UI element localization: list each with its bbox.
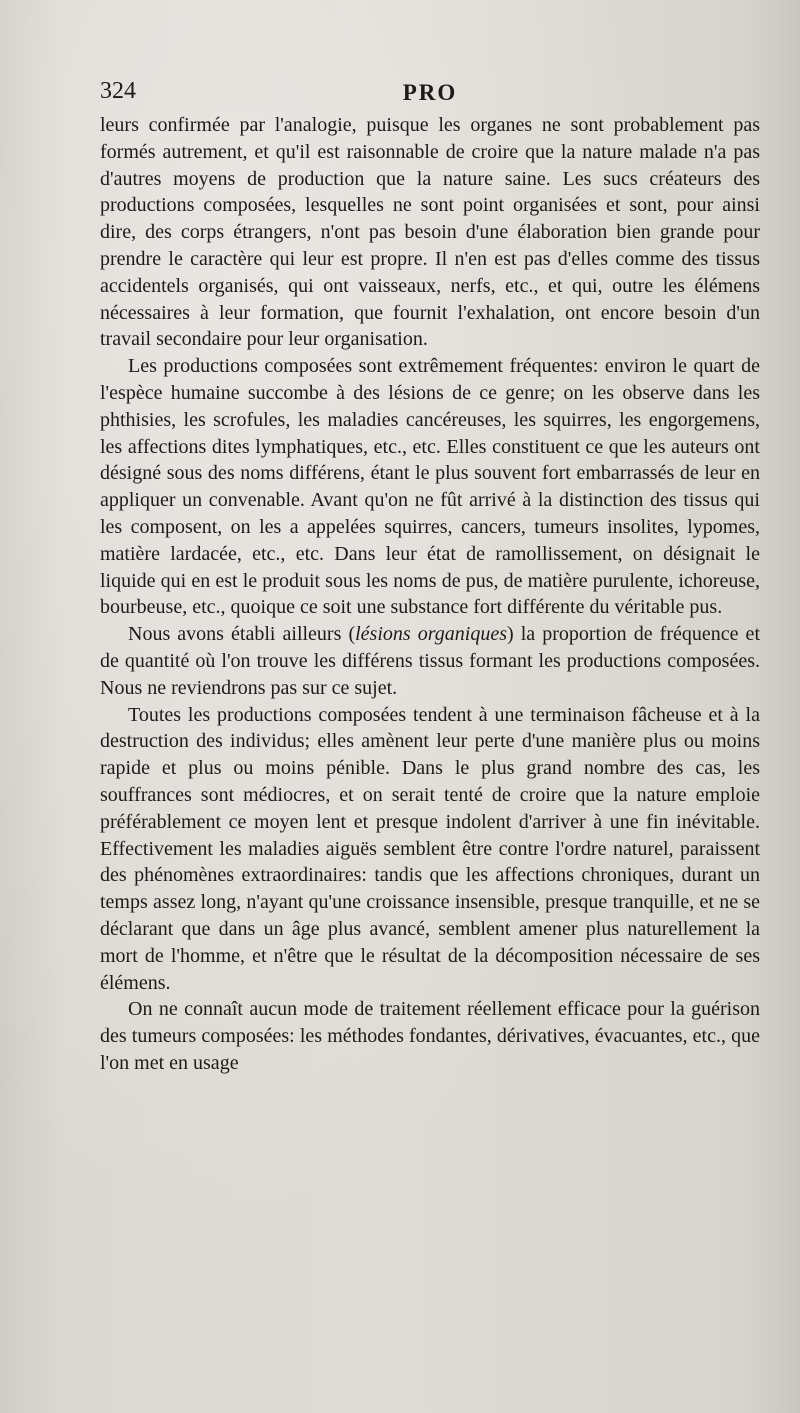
paragraph-2: Les productions composées sont extrêmement fréquentes: environ le quart de l'espèce humaine succombe à des lésions de ce genre; on les observe dans les phthisies, les scrofules, les maladies cancéreuses, les squirres, les engorgemens, les affections dites lymphatiques, etc., etc. Elles constituent ce que les auteurs ont désigné sous des noms différens, étant le plus souvent fort embarrassés de leur en appliquer un convenable. Avant qu'on ne fût arrivé à la distinction des tissus qui les composent, on les a appelées squirres, cancers, tumeurs insolites, lypomes, matière lardacée, etc., etc. Dans leur état de ramollissement, on désignait le liquide qui en est le produit sous les noms de pus, de matière purulente, ichoreuse, bourbeuse, etc., quoique ce soit une substance fort différente du véritable pus. xyxy=(100,355,760,619)
page-number: 324 xyxy=(100,78,136,104)
paragraph-3 xyxy=(100,621,760,701)
running-head: PRO xyxy=(402,80,458,105)
page-header xyxy=(100,78,760,112)
paragraph-5: On ne connaît aucun mode de traitement réellement efficace pour la guérison des tumeurs composées: les méthodes fondantes, dérivatives, évacuantes, etc., que l'on met en usage xyxy=(100,998,760,1074)
body-text xyxy=(100,112,760,1077)
paragraph-4: Toutes les productions composées tendent à une terminaison fâcheuse et à la destruction des individus; elles amènent leur perte d'une manière plus ou moins rapide et plus ou moins pénible. Dans le plus grand nombre des cas, les souffrances sont médiocres, et on serait tenté de croire que la nature emploie préférablement ce moyen lent et presque indolent d'arriver à une fin inévitable. Effectivement les maladies aiguës semblent être contre l'ordre naturel, paraissent des phénomènes extraordinaires: tandis que les affections chroniques, durant un temps assez long, n'ayant qu'une croissance insensible, presque tranquille, et ne se déclarant que dans un âge plus avancé, semblent amener plus naturellement la mort de l'homme, et n'être que le résultat de la décomposition nécessaire de ses élémens. xyxy=(100,703,760,994)
paragraph-1: leurs confirmée par l'analogie, puisque les organes ne sont probablement pas formés autrement, et qu'il est raisonnable de croire que la nature malade n'a pas d'autres moyens de production que la nature saine. Les sucs créateurs des productions composées, lesquelles ne sont point organisées et sont, pour ainsi dire, des corps étrangers, n'ont pas besoin d'une élaboration bien grande pour prendre le caractère qui leur est propre. Il n'en est pas d'elles comme des tissus accidentels organisés, qui ont vaisseaux, nerfs, etc., et qui, outre les élémens nécessaires à leur formation, que fournit l'exhalation, ont encore besoin d'un travail secondaire pour leur organisation. xyxy=(100,114,760,351)
paragraph-3-text-before: Nous avons établi ailleurs ( xyxy=(128,623,356,646)
paragraph-3-text-after: ) la proportion de fréquence et de quantité où l'on trouve les différens tissus formant les productions composées. Nous ne reviendrons pas sur ce sujet. xyxy=(100,623,760,699)
paragraph-3-italic-reference: lésions organiques xyxy=(355,623,507,646)
